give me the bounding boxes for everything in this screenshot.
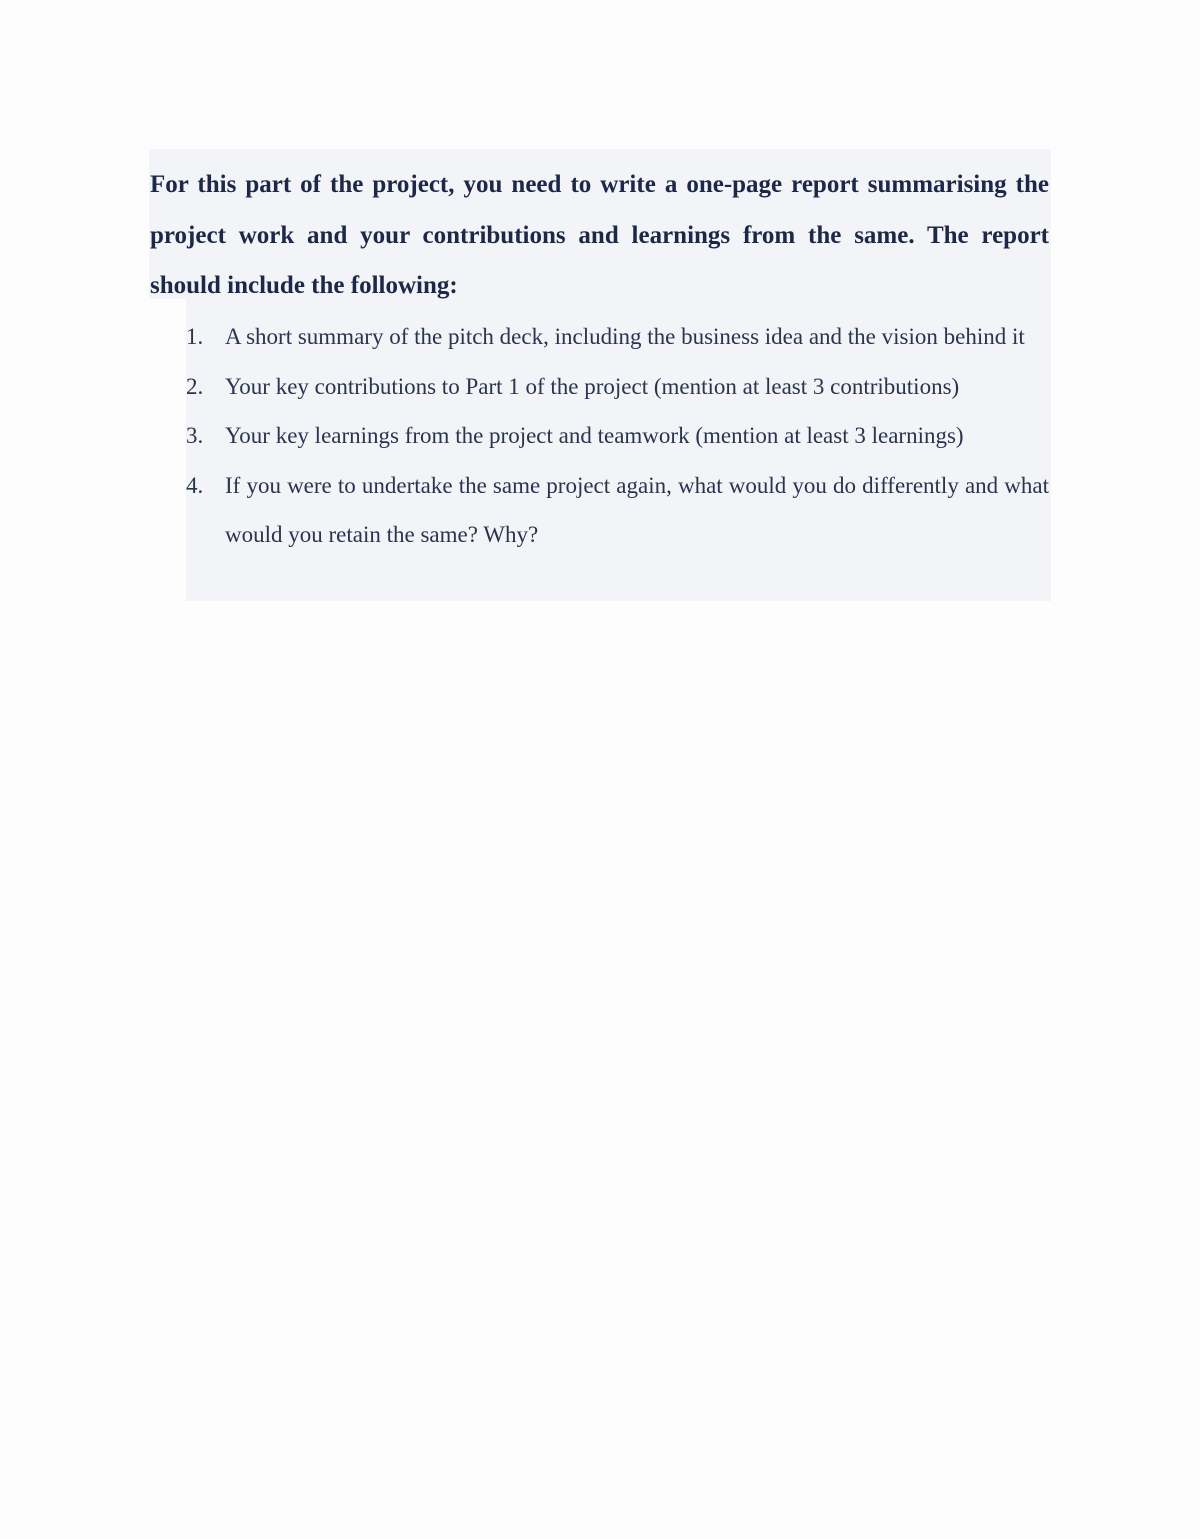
list-item xyxy=(186,411,1049,461)
list-item xyxy=(186,461,1049,560)
list-item-text: A short summary of the pitch deck, including the business idea and the vision behind it xyxy=(225,324,1025,349)
list-item-text: Your key learnings from the project and teamwork (mention at least 3 learnings) xyxy=(225,423,964,448)
list-item xyxy=(186,362,1049,412)
list-item xyxy=(186,312,1049,362)
list-item-number: 1. xyxy=(186,324,204,349)
intro-paragraph: For this part of the project, you need to write a one-page report summarising the project work and your contributions and learnings from the same. The report should include the following: xyxy=(150,171,1049,299)
list-item-number: 3. xyxy=(186,423,204,448)
list-item-number: 4. xyxy=(186,472,204,498)
list-item-text: Your key contributions to Part 1 of the project (mention at least 3 contributions) xyxy=(225,373,960,399)
requirements-list xyxy=(186,312,1049,560)
list-item-number: 2. xyxy=(186,373,204,399)
list-item-text: If you were to undertake the same project again, what would you do differently and what would you retain the same? Why? xyxy=(225,472,1049,547)
